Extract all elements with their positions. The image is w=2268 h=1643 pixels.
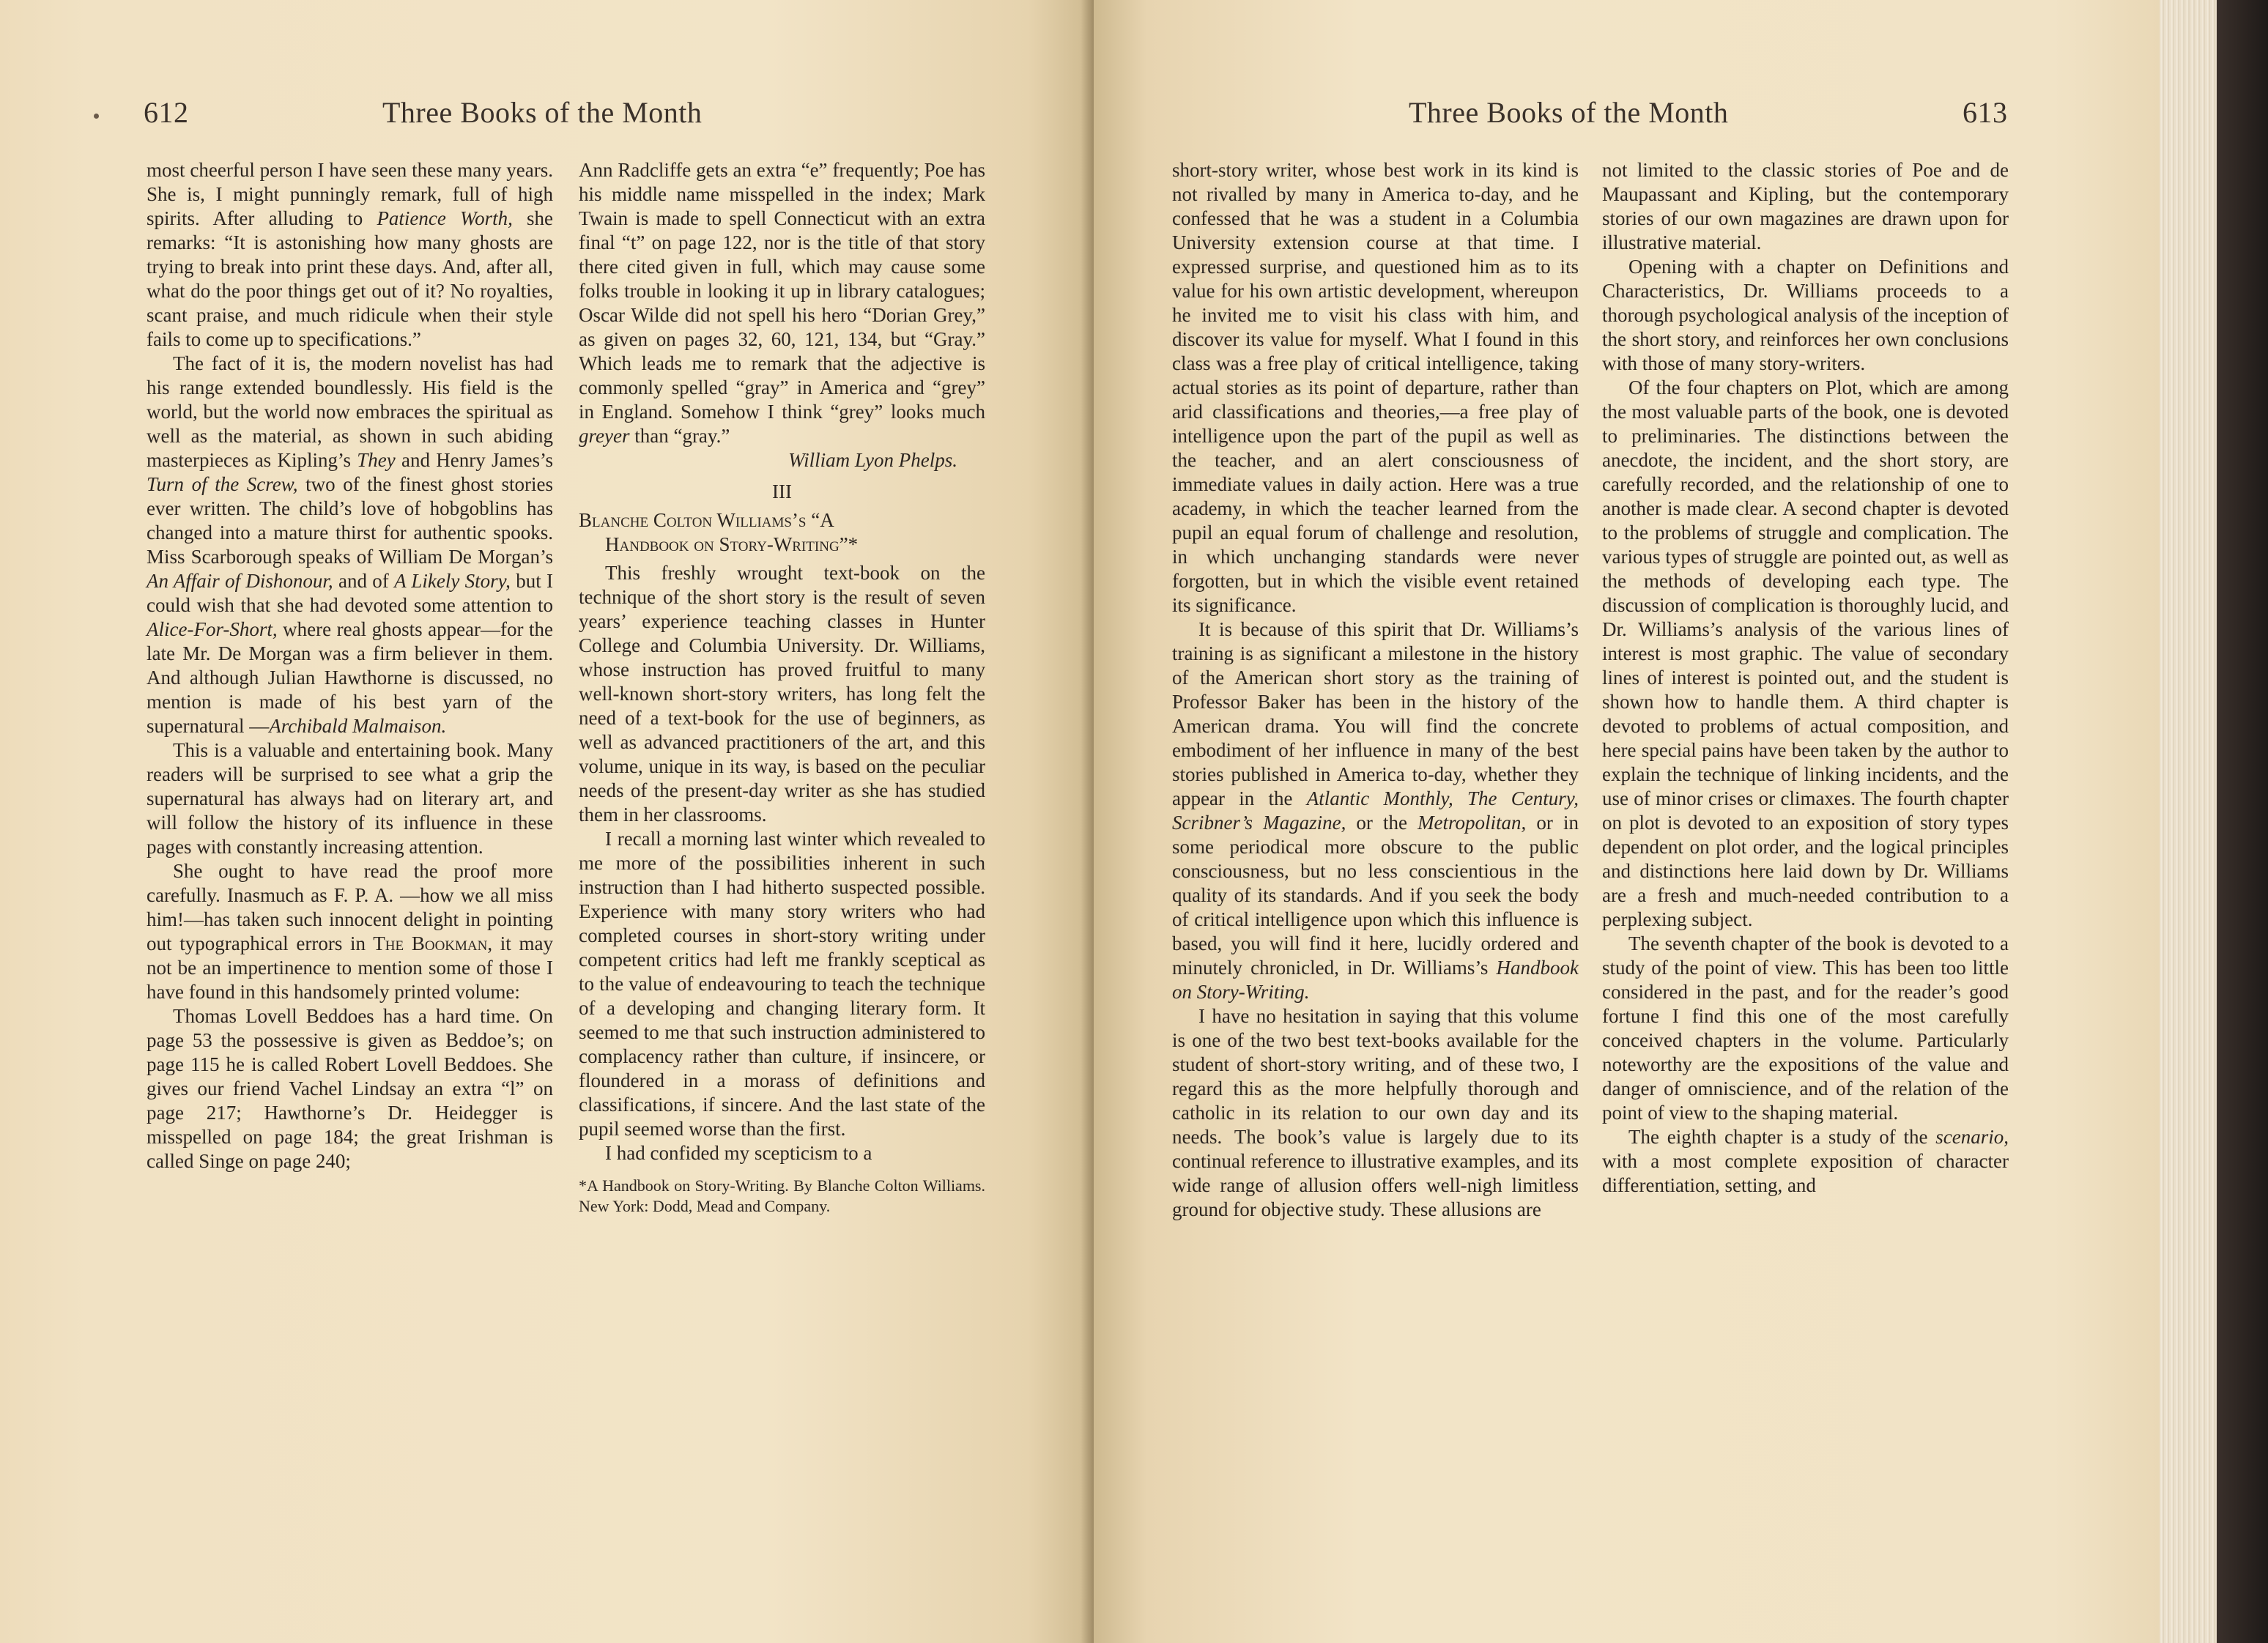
paragraph: It is because of this spirit that Dr. Williams’s training is as significant a milestone in the history of the American short story as the training of Professor Baker has been in the history of the American drama. You will find the concrete embodiment of her influence in many of the best stories published in America to-day, whether they appear in the Atlantic Monthly, The Century, Scribner’s Magazine, or the Metropolitan, or in some periodical more obscure to the public consciousness, but no less conscientious in the quality of its standards. And if you seek the body of critical intelligence upon which this influence is based, you will find it here, lucidly ordered and minutely chronicled, in Dr. Williams’s Handbook on Story-Writing.	[1172, 618, 1579, 1003]
paragraph: The fact of it is, the modern novelist has had his range extended boundlessly. His field is the world, but the world now embraces the spiritual as well as the material, as shown in such abiding masterpieces as Kipling’s They and Henry James’s Turn of the Screw, two of the finest ghost stories ever written. The child’s love of hobgoblins has changed into a mature thirst for authentic spooks. Miss Scarborough speaks of William De Morgan’s An Affair of Dishonour, and of A Likely Story, but I could wish that she had devoted some attention to Alice-For-Short, where real ghosts appear—for the late Mr. De Morgan was a firm believer in them. And although Julian Hawthorne is discussed, no mention is made of his best yarn of the supernatural —Archibald Malmaison.	[147, 352, 553, 737]
paragraph: The seventh chapter of the book is devoted to a study of the point of view. This has been too little considered in the past, and for the reader’s good fortune I find this one of the most carefully conceived chapters in the volume. Particularly noteworthy are the expositions of the value and danger of omniscience, and of the relation of the point of view to the shaping material.	[1602, 932, 2009, 1124]
section-heading-cont: Handbook on Story-Writing”*	[605, 533, 859, 555]
page-number-left: 612	[144, 96, 189, 129]
right-column-2	[1602, 158, 2009, 1198]
paragraph: short-story writer, whose best work in its kind is not rivalled by many in America to-day, and he confessed that he was a student in a Columbia University extension course at that time. I expressed surprise, and questioned him as to its value for his own artistic development, whereupon he invited me to visit his class with him, and discover its value for myself. What I found in this class was a free play of critical intelligence, taking actual stories as its point of departure, rather than arid classifications and theories,—a free play of intelligence upon the part of the pupil as well as the teacher, and an alert consciousness of immediate values in daily action. Here was a true academy, in which the teacher learned from the pupil an equal forum of challenge and resolution, in which unchanging standards were never forgotten, but in which the visible event retained its significance.	[1172, 159, 1579, 616]
book-cover-edge	[2217, 0, 2268, 1643]
running-head-left: Three Books of the Month	[382, 96, 703, 129]
footnote: *A Handbook on Story-Writing. By Blanche Colton Williams. New York: Dodd, Mead and Company.	[579, 1176, 985, 1215]
paragraph: not limited to the classic stories of Poe and de Maupassant and Kipling, but the contemporary stories of our own magazines are drawn upon for illustrative material.	[1602, 159, 2009, 253]
column-text	[579, 561, 985, 1165]
section-heading: Blanche Colton Williams’s “A	[579, 509, 834, 531]
signature: William Lyon Phelps.	[788, 449, 957, 471]
left-column-2	[579, 158, 985, 1217]
paragraph: This is a valuable and entertaining book. Many readers will be surprised to see what a grip the supernatural has always had on literary art, and will follow the history of its influence in these pages with constantly increasing attention.	[147, 739, 553, 858]
running-head-right: Three Books of the Month	[1409, 96, 1729, 129]
margin-dot	[94, 114, 99, 119]
paragraph: I have no hesitation in saying that this volume is one of the two best text-books available for the student of short-story writing, and of these two, I regard this as the more helpfully thorough and catholic in its relation to our own day and its needs. The book’s value is largely due to its continual reference to illustrative examples, and its wide range of allusion offers well-nigh limitless ground for objective study. These allusions are	[1172, 1005, 1579, 1220]
page-number-right: 613	[1963, 96, 2008, 129]
paragraph: I recall a morning last winter which revealed to me more of the possibilities inherent in such instruction than I had hitherto suspected possible. Experience with many story writers who had completed courses in short-story writing under competent critics had left me frankly sceptical as to the value of endeavouring to teach the technique of a developing and changing literary form. It seemed to me that such instruction administered to complacency rather than culture, if insincere, or floundered in a morass of definitions and classifications, if sincere. And the last state of the pupil seemed worse than the first.	[579, 828, 985, 1140]
paragraph: The eighth chapter is a study of the scenario, with a most complete exposition of character differentiation, setting, and	[1602, 1126, 2009, 1196]
paragraph: Ann Radcliffe gets an extra “e” frequently; Poe has his middle name misspelled in the index; Mark Twain is made to spell Connecticut with an extra final “t” on page 122, nor is the title of that story there cited given in full, which may cause some folks trouble in looking it up in library catalogues; Oscar Wilde did not spell his hero “Dorian Grey,” as given on pages 32, 60, 121, 134, but “Gray.” Which leads me to remark that the adjective is commonly spelled “gray” in America and “grey” in England. Somehow I think “grey” looks much greyer than “gray.”	[579, 159, 985, 447]
paragraph: Of the four chapters on Plot, which are among the most valuable parts of the book, one is devoted to preliminaries. The distinctions between the anecdote, the incident, and the short story, are carefully recorded, and the relationship of one to another is made clear. A second chapter is devoted to the problems of struggle and complication. The various types of struggle are pointed out, as well as the methods of developing each type. The discussion of complication is thoroughly lucid, and Dr. Williams’s analysis of the various lines of interest is most graphic. The value of secondary lines of interest is pointed out, and the student is shown how to handle them. A third chapter is devoted to problems of actual composition, and here special pains have been taken by the author to explain the technique of linking incidents, and the use of minor crises or climaxes. The fourth chapter on plot is devoted to an exposition of story types dependent on plot order, and the logical principles and distinctions here laid down by Dr. Williams are a fresh and much-needed contribution to a perplexing subject.	[1602, 377, 2009, 930]
left-column-1	[147, 158, 553, 1173]
right-column-1	[1172, 158, 1579, 1222]
paragraph: She ought to have read the proof more carefully. Inasmuch as F. P. A. —how we all miss him!—has taken such innocent delight in pointing out typographical errors in The Bookman, it may not be an impertinence to mention some of those I have found in this handsomely printed volume:	[147, 860, 554, 1003]
section-number: III	[772, 481, 792, 502]
paragraph: most cheerful person I have seen these many years. She is, I might punningly remark, full of high spirits. After alluding to Patience Worth, she remarks: “It is astonishing how many ghosts are trying to break into print these days. And, after all, what do the poor things get out of it? No royalties, scant praise, and much ridicule when their style fails to come up to specifications.”	[147, 159, 554, 350]
right-page	[1094, 0, 2160, 1643]
paragraph: Thomas Lovell Beddoes has a hard time. On page 53 the possessive is given as Beddoe’s; on page 115 he is called Robert Lovell Beddoes. She gives our friend Vachel Lindsay an extra “l” on page 217; Hawthorne’s Dr. Heidegger is misspelled on page 184; the great Irishman is called Singe on page 240;	[147, 1005, 553, 1172]
column-text	[579, 158, 985, 448]
paragraph: I had confided my scepticism to a	[605, 1142, 872, 1164]
paragraph: This freshly wrought text-book on the technique of the short story is the result of seven years’ experience teaching classes in Hunter College and Columbia University. Dr. Williams, whose instruction has proved fruitful to many well-known short-story writers, has long felt the need of a text-book for the use of beginners, as well as advanced practitioners of the art, and this volume, unique in its way, is based on the peculiar needs of the present-day writer as she has studied them in her classrooms.	[579, 562, 985, 826]
left-page	[0, 0, 1094, 1643]
paragraph: Opening with a chapter on Definitions and Characteristics, Dr. Williams proceeds to a thorough psychological analysis of the inception of the short story, and reinforces her own conclusions with those of many story-writers.	[1602, 256, 2009, 374]
